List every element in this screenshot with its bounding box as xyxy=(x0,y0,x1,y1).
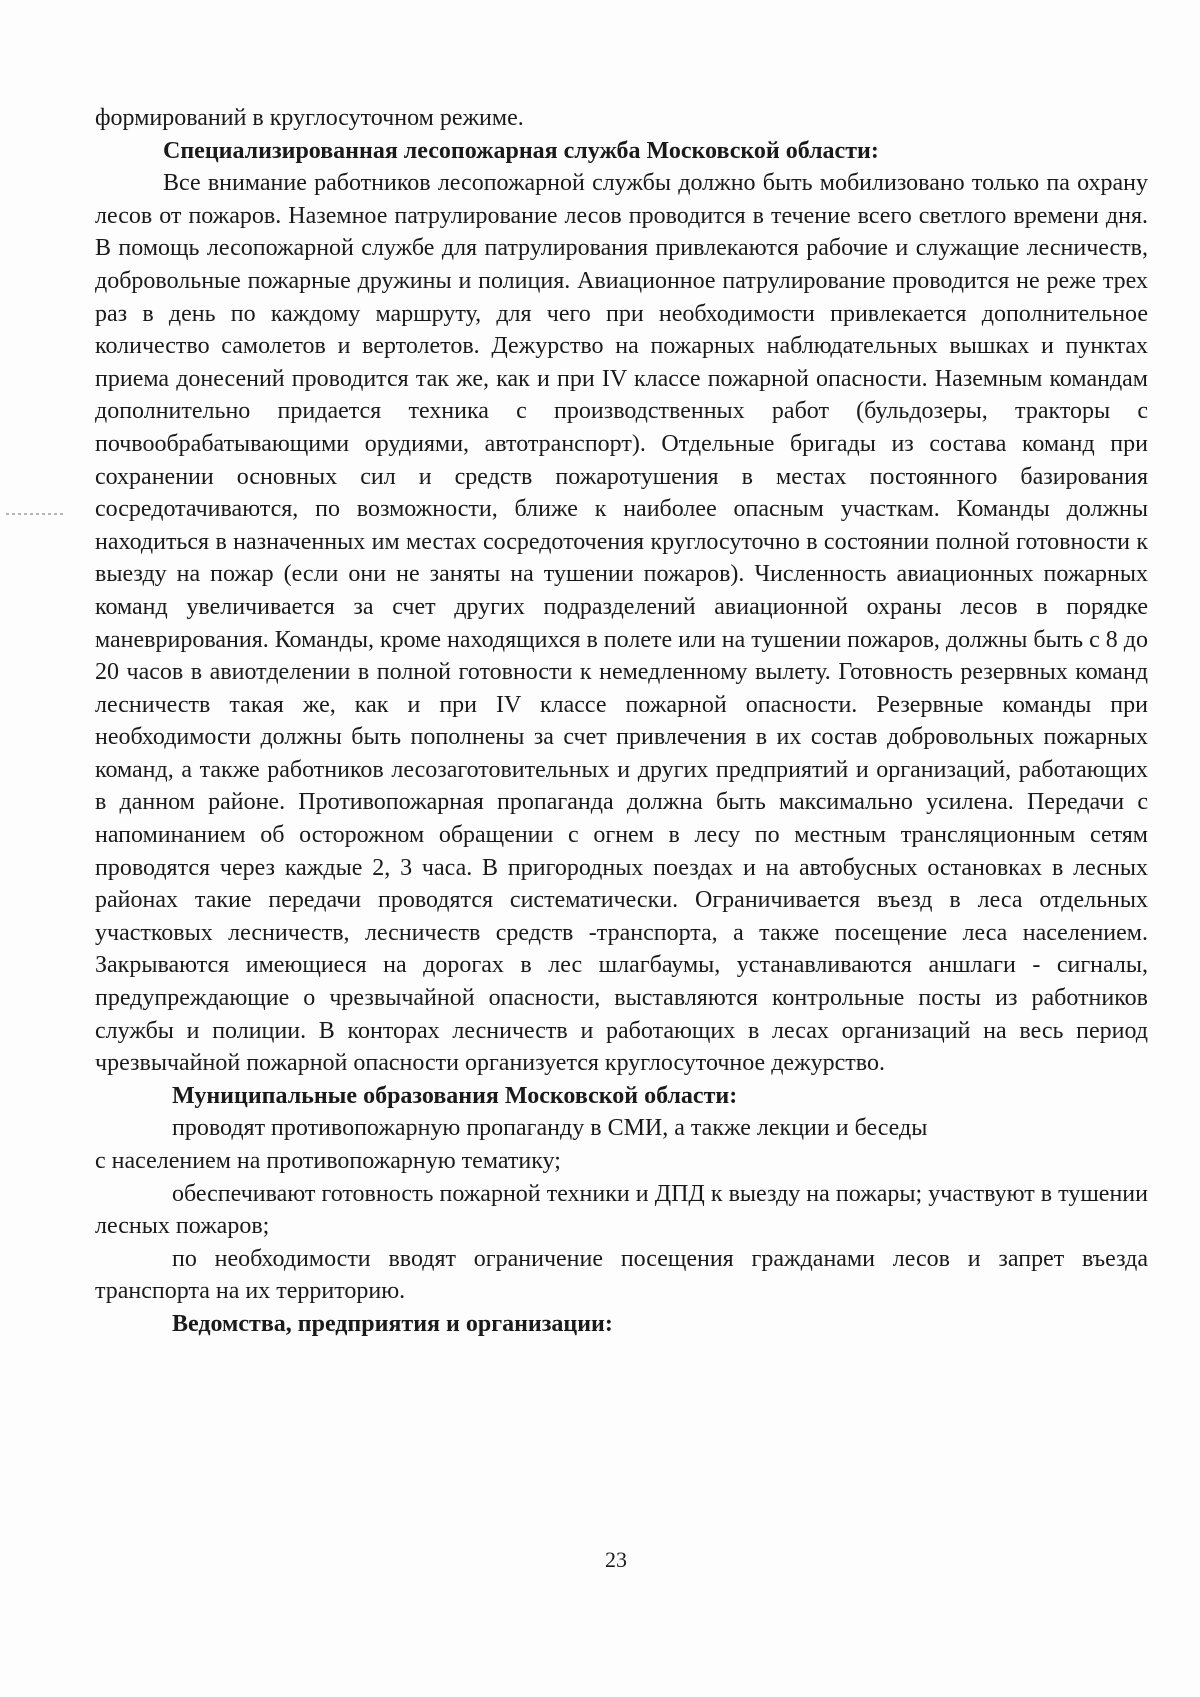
paragraph-forest-service: Все внимание работников лесопожарной службы должно быть мобилизовано только па охрану лесов от пожаров. Наземное патрулирование лесов проводится в течение всего светлого времени дня. В помощь лесопожарной службе для патрулирования привлекаются рабочие и служащие лесничеств, добровольные пожарные дружины и полиция. Авиационное патрулирование проводится не реже трех раз в день по каждому маршруту, для чего при необходимости привлекается дополнительное количество самолетов и вертолетов. Дежурство на пожарных наблюдательных вышках и пунктах приема донесений проводится так же, как и при IV классе пожарной опасности. Наземным командам дополнительно придается техника с производственных работ (бульдозеры, тракторы с почвообрабатывающими орудиями, автотранспорт). Отдельные бригады из состава команд при сохранении основных сил и средств пожаротушения в местах постоянного базирования сосредотачиваются, по возможности, ближе к наиболее опасным участкам. Команды должны находиться в назначенных им местах сосредоточения круглосуточно в состоянии полной готовности к выезду на пожар (если они не заняты на тушении пожаров). Численность авиационных пожарных команд увеличивается за счет других подразделений авиационной охраны лесов в порядке маневрирования. Команды, кроме находящихся в полете или на тушении пожаров, должны быть с 8 до 20 часов в авиотделении в полной готовности к немедленному вылету. Готовность резервных команд лесничеств такая же, как и при IV классе пожарной опасности. Резервные команды при необходимости должны быть пополнены за счет привлечения в их состав добровольных пожарных команд, а также работников лесозаготовительных и других предприятий и организаций, работающих в данном районе. Противопожарная пропаганда должна быть максимально усилена. Передачи с напоминанием об осторожном обращении с огнем в лесу по местным трансляционным сетям проводятся через каждые 2, 3 часа. В пригородных поездах и на автобусных остановках в лесных районах такие передачи проводятся систематически. Ограничивается въезд в леса отдельных участковых лесничеств, лесничеств средств -транспорта, а также посещение леса населением. Закрываются имеющиеся на дорогах в лес шлагбаумы, устанавливаются аншлаги - сигналы, предупреждающие о чрезвычайной опасности, выставляются контрольные посты из работников службы и полиции. В конторах лесничеств и работающих в лесах организаций на весь период чрезвычайной пожарной опасности организуется круглосуточное дежурство. xyxy=(95,170,1148,1077)
paragraph-continuation: формирований в круглосуточном режиме. xyxy=(95,105,524,131)
scan-margin-mark xyxy=(6,513,66,515)
municipal-item-1-line-1: проводят противопожарную пропаганду в СМИ, а также лекции и беседы xyxy=(172,1115,928,1142)
municipal-item-2: обеспечивают готовность пожарной техники и ДПД к выезду на пожары; участвуют в тушении лесных пожаров; xyxy=(95,1180,1148,1240)
heading-agencies: Ведомства, предприятия и организации: xyxy=(172,1310,613,1337)
page-number: 23 xyxy=(605,1547,627,1572)
municipal-item-1-line-2: с населением на противопожарную тематику; xyxy=(95,1148,561,1174)
municipal-item-3: по необходимости вводят ограничение посещения гражданами лесов и запрет въезда транспорта на их территорию. xyxy=(95,1245,1148,1305)
heading-municipal: Муниципальные образования Московской области: xyxy=(172,1082,738,1109)
document-body xyxy=(95,102,1148,1341)
heading-forest-service: Специализированная лесопожарная служба Московской области: xyxy=(163,137,879,164)
